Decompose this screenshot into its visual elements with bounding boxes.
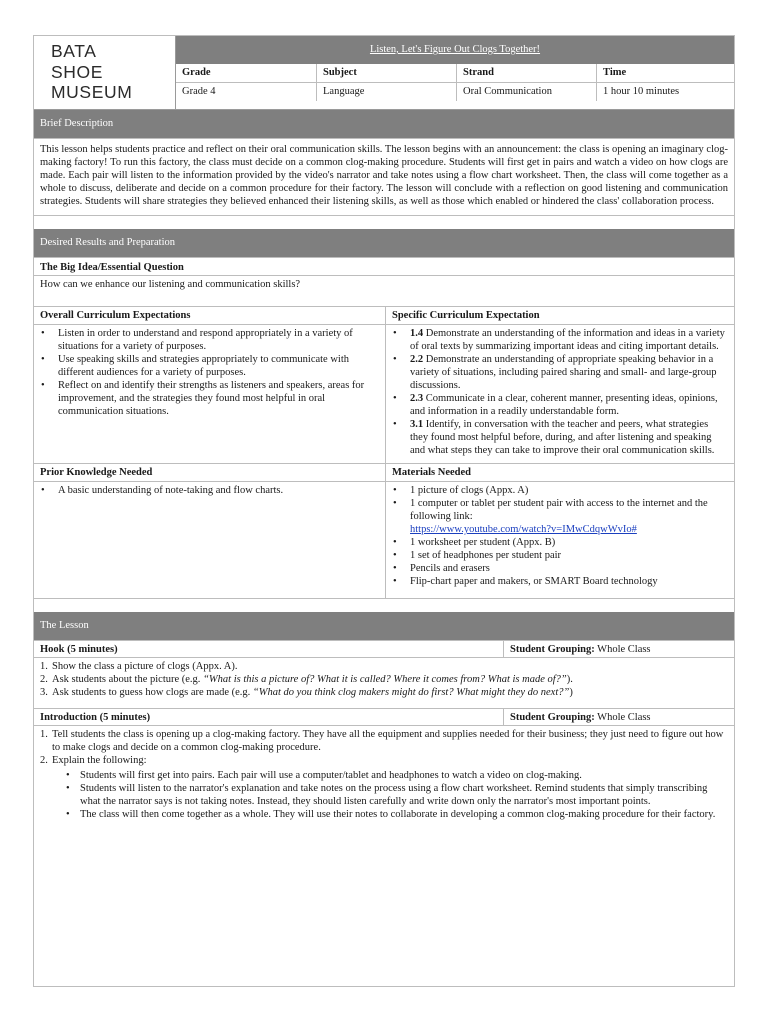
- intro-heading-row: [34, 708, 734, 725]
- header-values-row: [176, 82, 734, 101]
- step-text-end: ): [569, 687, 573, 698]
- list-item: [40, 728, 726, 754]
- step-number: 1.: [40, 729, 48, 740]
- list-item: • Listen in order to understand and respond appropriately in a variety of situations for a variety of purposes.: [58, 327, 377, 353]
- overall-expectations-heading: Overall Curriculum Expectations: [34, 307, 385, 325]
- step-text: Ask students about the picture (e.g.: [52, 674, 204, 685]
- expectation-text: Demonstrate an understanding of appropriate speaking behavior in a variety of situations, including paired sharing and small- and large-group discussions.: [410, 354, 717, 391]
- big-idea-text: How can we enhance our listening and communication skills?: [34, 275, 734, 306]
- lesson-plan-page: [33, 35, 735, 987]
- list-item: • Reflect on and identify their strengths as listeners and speakers, areas for improvement, and the strategies they found most helpful in oral communication situations.: [58, 379, 377, 418]
- list-item: • A basic understanding of note-taking and flow charts.: [58, 484, 377, 497]
- list-item: • Students will listen to the narrator's explanation and take notes on the process using a flow chart worksheet. Remind students that simply transcribing what the narrator says is not taking notes. Instead, they should listen carefully and write down only the narrator's most important points.: [80, 782, 726, 808]
- prior-knowledge-list: [34, 484, 385, 497]
- specific-expectations-list: [386, 327, 734, 463]
- brief-description-bar: Brief Description: [34, 110, 734, 138]
- grouping-label: Student Grouping:: [510, 644, 595, 655]
- list-item: • Flip-chart paper and makers, or SMART Board technology: [410, 575, 726, 588]
- list-item: • The class will then come together as a whole. They will use their notes to collaborate in developing a common clog-making procedure for their factory.: [80, 808, 726, 821]
- intro-grouping: [504, 709, 734, 725]
- hook-heading-row: [34, 640, 734, 657]
- brief-description-text: This lesson helps students practice and reflect on their oral communication skills. The lesson begins with an announcement: the class is opening an imaginary clog-making factory! To run this factory, the class must decide on a common clog-making procedure. Students will first get in pairs and watch a video on how clogs are made. Each pair will listen to the information provided by the video's narrator and take notes using a flow chart worksheet. Then, the class will come together as a whole to discuss, deliberate and decide on a common procedure for their factory. The lesson will conclude with a reflection on good listening and communication strategies. Students will share strategies they believed enhanced their listening skills, as well as those which enabled or hindered the class' collaboration process.: [34, 138, 734, 215]
- list-item: • 1 set of headphones per student pair: [410, 549, 726, 562]
- prior-knowledge-heading: Prior Knowledge Needed: [34, 464, 385, 482]
- museum-logo: [34, 36, 175, 109]
- list-item: [410, 497, 726, 536]
- overall-expectations: [34, 307, 385, 463]
- time-label: Time: [596, 64, 734, 82]
- expectation-text: Demonstrate an understanding of the information and ideas in a variety of oral texts by summarizing important ideas and citing important details.: [410, 328, 725, 352]
- lesson-bar: The Lesson: [34, 612, 734, 640]
- step-text: Explain the following:: [52, 755, 147, 766]
- step-example: “What do you think clog makers might do first? What might they do next?”: [252, 687, 570, 698]
- expectation-text: Identify, in conversation with the teacher and peers, what strategies they found most helpful before, during, and after listening and speaking and what steps they can take to improve their oral communication skills.: [410, 419, 715, 456]
- step-number: 3.: [40, 687, 48, 698]
- step-text: Ask students to guess how clogs are made (e.g.: [52, 687, 253, 698]
- grouping-value: Whole Class: [594, 712, 651, 723]
- step-text-end: ).: [566, 674, 573, 685]
- logo-line-3: MUSEUM: [51, 82, 133, 102]
- strand-value: Oral Communication: [456, 83, 596, 101]
- spacer: [34, 598, 734, 612]
- step-text: Tell students the class is opening up a clog-making factory. They have all the equipment and supplies needed for their business; they just need to figure out how to make clogs and decide on a common clog-making procedure.: [52, 729, 724, 753]
- list-item: [40, 754, 726, 821]
- materials-list: [386, 484, 734, 598]
- list-item: [40, 673, 726, 686]
- prior-knowledge: [34, 464, 385, 598]
- step-number: 2.: [40, 755, 48, 766]
- step-example: “What is this a picture of? What it is called? Where it comes from? What is made of?”: [203, 674, 567, 685]
- header-labels-row: [176, 64, 734, 82]
- step-text: Show the class a picture of clogs (Appx. A).: [52, 661, 238, 672]
- specific-expectations: [385, 307, 734, 463]
- list-item: • Use speaking skills and strategies appropriately to communicate with different audiences for a variety of purposes.: [58, 353, 377, 379]
- list-item: [410, 392, 726, 418]
- hook-heading: Hook (5 minutes): [34, 641, 504, 657]
- time-value: 1 hour 10 minutes: [596, 83, 734, 101]
- desired-results-bar: Desired Results and Preparation: [34, 229, 734, 257]
- list-item: [410, 327, 726, 353]
- expectation-number: 3.1: [410, 419, 424, 430]
- grade-label: Grade: [182, 67, 211, 78]
- specific-expectations-heading: Specific Curriculum Expectation: [386, 307, 734, 325]
- expectation-number: 2.3: [410, 393, 424, 404]
- grouping-label: Student Grouping:: [510, 712, 595, 723]
- video-link[interactable]: https://www.youtube.com/watch?v=IMwCdqwWvIo#: [410, 524, 637, 535]
- materials-needed: [385, 464, 734, 598]
- materials-computer-text: 1 computer or tablet per student pair with access to the internet and the following link:: [410, 498, 708, 522]
- list-item: [410, 353, 726, 392]
- list-item: [40, 686, 726, 699]
- hook-steps-list: [34, 660, 734, 699]
- hook-steps: [34, 657, 734, 708]
- list-item: • Students will first get into pairs. Each pair will use a computer/tablet and headphones to watch a video on clog-making.: [80, 769, 726, 782]
- subject-label: Subject: [316, 64, 456, 82]
- strand-label: Strand: [456, 64, 596, 82]
- intro-heading: Introduction (5 minutes): [34, 709, 504, 725]
- hook-grouping: [504, 641, 734, 657]
- materials-heading: Materials Needed: [386, 464, 734, 482]
- big-idea-heading: The Big Idea/Essential Question: [34, 257, 734, 275]
- step-number: 1.: [40, 661, 48, 672]
- list-item: • 1 worksheet per student (Appx. B): [410, 536, 726, 549]
- logo-line-1: BATA: [51, 41, 97, 61]
- logo-line-2: SHOE: [51, 61, 103, 82]
- expectation-number: 2.2: [410, 354, 424, 365]
- expectations-section: [34, 306, 734, 463]
- header: [34, 36, 734, 110]
- subject-value: Language: [316, 83, 456, 101]
- expectation-number: 1.4: [410, 328, 424, 339]
- lesson-title[interactable]: Listen, Let's Figure Out Clogs Together!: [176, 36, 734, 64]
- intro-steps-list: [34, 728, 734, 821]
- list-item: [410, 418, 726, 457]
- overall-expectations-list: [34, 327, 385, 418]
- intro-sub-list: [52, 769, 726, 821]
- spacer: [34, 215, 734, 229]
- grade-value: Grade 4: [182, 86, 216, 97]
- header-info: [175, 36, 734, 109]
- list-item: • Pencils and erasers: [410, 562, 726, 575]
- list-item: [40, 660, 726, 673]
- grouping-value: Whole Class: [594, 644, 651, 655]
- intro-steps: [34, 725, 734, 821]
- list-item: • 1 picture of clogs (Appx. A): [410, 484, 726, 497]
- expectation-text: Communicate in a clear, coherent manner, presenting ideas, opinions, and information in a readily understandable form.: [410, 393, 718, 417]
- step-number: 2.: [40, 674, 48, 685]
- prior-materials-section: [34, 463, 734, 598]
